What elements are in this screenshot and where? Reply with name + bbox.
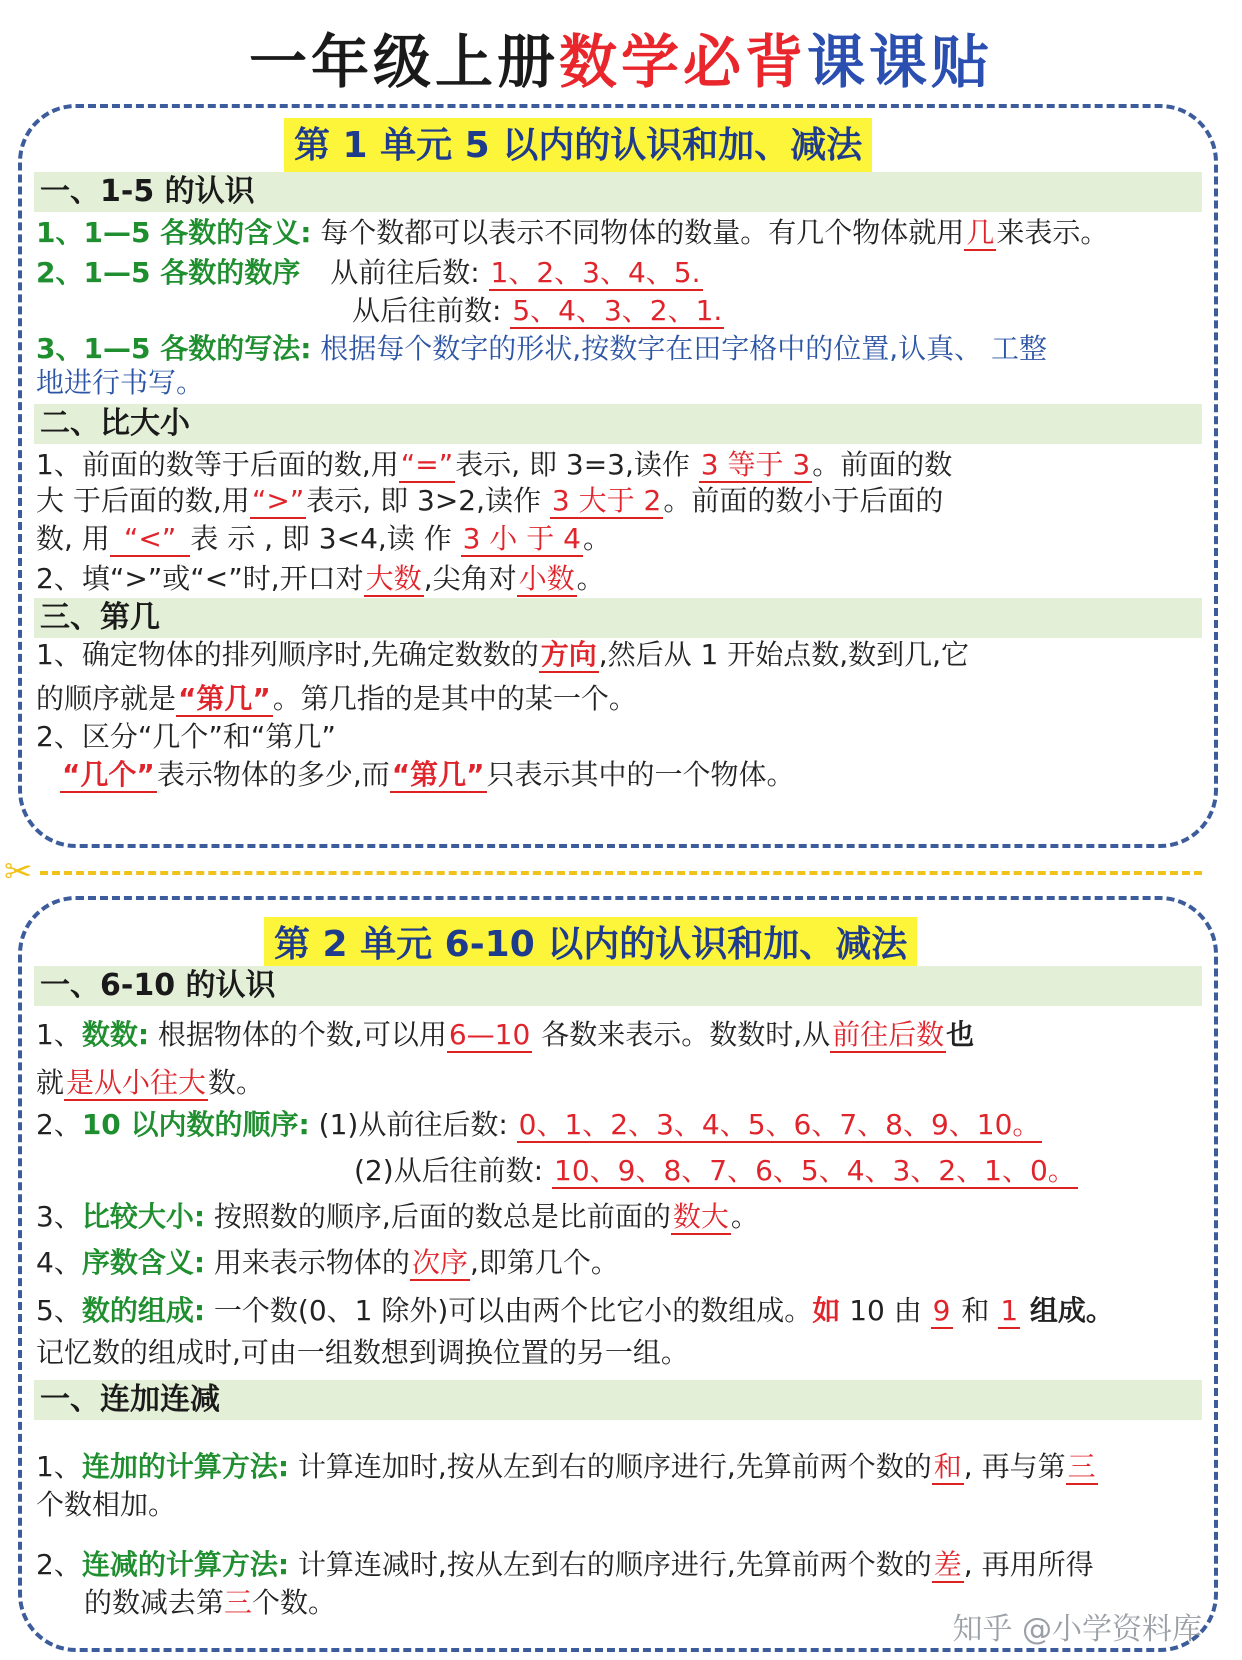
- answer: “第几”: [391, 758, 485, 791]
- text: 计算连加时,按从左到右的顺序进行,先算前两个数的: [289, 1450, 932, 1483]
- answer: 次序: [411, 1246, 468, 1279]
- text: 来表示。: [996, 216, 1109, 249]
- text: ,尖角对: [423, 562, 517, 595]
- text: 1、: [36, 1450, 82, 1483]
- item-label: 3、1—5 各数的写法:: [36, 332, 312, 365]
- answer: “第几”: [178, 682, 271, 715]
- text: (1)从前往后数:: [309, 1108, 517, 1141]
- text: ,然后从 1 开始点数,数到几,它: [598, 638, 970, 671]
- text: , 再与第: [963, 1450, 1066, 1483]
- section-heading: 三、第几: [34, 598, 1202, 638]
- text: 数, 用: [36, 522, 110, 555]
- text: 的顺序就是: [36, 682, 177, 715]
- title-part3: 课课贴: [807, 28, 994, 96]
- answer: 6—10: [448, 1018, 531, 1051]
- text: 从前往后数:: [330, 256, 489, 289]
- item-label: 序数含义:: [81, 1246, 206, 1279]
- text-line: [36, 1064, 264, 1102]
- item-label: 1、1—5 各数的含义:: [36, 216, 312, 249]
- text: 2、: [36, 1548, 82, 1581]
- watermark: 知乎 @小学资料库: [952, 1612, 1202, 1647]
- answer: 5、4、3、2、1.: [512, 294, 723, 327]
- text: 。: [576, 562, 605, 595]
- answer: 3 大于 2: [551, 484, 662, 517]
- text: 。前面的数: [812, 448, 953, 481]
- answer: 9: [932, 1294, 951, 1327]
- text-line: 2、区分“几个”和“第几”: [36, 720, 336, 753]
- answer: 数大: [672, 1200, 729, 1233]
- answer: 大数: [365, 562, 422, 595]
- answer: 几: [966, 216, 995, 249]
- text: , 再用所得: [963, 1548, 1094, 1581]
- text: 3、: [36, 1200, 82, 1233]
- text-line: [84, 1584, 336, 1622]
- text: 就: [36, 1066, 65, 1099]
- answer: “>”: [251, 484, 305, 517]
- text-line: [36, 1106, 1042, 1144]
- text: 一个数(0、1 除外)可以由两个比它小的数组成。: [205, 1294, 813, 1327]
- text: 用来表示物体的: [205, 1246, 410, 1279]
- text-line: [36, 1448, 1098, 1486]
- text: 个数。: [252, 1586, 337, 1619]
- text-line: [36, 520, 611, 558]
- item-label: 2、1—5 各数的数序: [36, 256, 301, 289]
- text: 1、: [36, 1018, 82, 1051]
- text-line: [36, 254, 703, 292]
- section-heading: 一、1-5 的认识: [34, 172, 1202, 212]
- text: (2)从后往前数:: [354, 1154, 552, 1187]
- text: 的数减去第: [84, 1586, 225, 1619]
- text: 大 于后面的数,用: [36, 484, 250, 517]
- answer: 前往后数: [832, 1018, 945, 1051]
- text: 组成。: [1020, 1294, 1114, 1327]
- section-heading: 二、比大小: [34, 404, 1202, 444]
- text-line: [36, 1016, 974, 1054]
- item-label: 比较大小:: [81, 1200, 206, 1233]
- answer: 3 等于 3: [700, 448, 811, 481]
- text: 2、: [36, 1108, 82, 1141]
- item-label: 连加的计算方法:: [81, 1450, 290, 1483]
- text: 。前面的数小于后面的: [663, 484, 944, 517]
- text: 和: [952, 1294, 999, 1327]
- text: 表 示 , 即 3<4,读 作: [190, 522, 461, 555]
- unit1-heading: 第 1 单元 5 以内的认识和加、减法: [284, 118, 872, 174]
- text-line: [36, 482, 943, 520]
- text-line: [352, 292, 724, 330]
- text: 5、: [36, 1294, 82, 1327]
- answer: 1、2、3、4、5.: [490, 256, 701, 289]
- text: 按照数的顺序,后面的数总是比前面的: [205, 1200, 671, 1233]
- item-label: 连减的计算方法:: [81, 1548, 290, 1581]
- text: 。: [582, 522, 611, 555]
- text: 表示, 即 3=3,读作: [455, 448, 699, 481]
- text: 每个数都可以表示不同物体的数量。有几个物体就用: [311, 216, 965, 249]
- answer: 三: [1067, 1450, 1096, 1483]
- item-label: 数数:: [81, 1018, 150, 1051]
- cut-line: [40, 871, 1202, 875]
- text: 计算连减时,按从左到右的顺序进行,先算前两个数的: [289, 1548, 932, 1581]
- unit2-heading: 第 2 单元 6-10 以内的认识和加、减法: [264, 917, 917, 973]
- text-line: [36, 1292, 1114, 1330]
- answer: 1: [1000, 1294, 1019, 1327]
- answer: 10、9、8、7、6、5、4、3、2、1、0。: [554, 1154, 1076, 1187]
- text-line: [36, 1546, 1094, 1584]
- text: 。: [730, 1200, 759, 1233]
- item-label: 10 以内数的顺序:: [81, 1108, 310, 1141]
- answer: 三: [224, 1586, 253, 1619]
- text: 。第几指的是其中的某一个。: [272, 682, 637, 715]
- answer: 和: [933, 1450, 962, 1483]
- text: 根据每个数字的形状,按数字在田字格中的位置,认真、 工整: [311, 332, 1048, 365]
- text-line: [36, 560, 605, 598]
- answer: 差: [933, 1548, 962, 1581]
- item-label: 数的组成:: [81, 1294, 206, 1327]
- text-line: [60, 756, 795, 794]
- text-line: [354, 1152, 1078, 1190]
- text-line: [36, 214, 1108, 252]
- text: 1、确定物体的排列顺序时,先确定数数的: [36, 638, 539, 671]
- title-part1: 一年级上册: [248, 28, 559, 96]
- answer: “几个”: [62, 758, 155, 791]
- text: 表示物体的多少,而: [156, 758, 390, 791]
- text-line: [36, 680, 637, 718]
- text: 数。: [208, 1066, 265, 1099]
- answer: 是从小往大: [66, 1066, 207, 1099]
- text-line: 个数相加。: [36, 1488, 177, 1521]
- text: 也: [946, 1018, 975, 1051]
- text: 根据物体的个数,可以用: [149, 1018, 447, 1051]
- text-line: [36, 1244, 619, 1282]
- text-line: [36, 330, 1047, 368]
- text: 10 由: [840, 1294, 931, 1327]
- text-line: [36, 636, 969, 674]
- title-part2: 数学必背: [558, 28, 807, 96]
- answer: 0、1、2、3、4、5、6、7、8、9、10。: [518, 1108, 1041, 1141]
- text-line: 记忆数的组成时,可由一组数想到调换位置的另一组。: [36, 1336, 689, 1369]
- text: 各数来表示。数数时,从: [532, 1018, 831, 1051]
- text-line: 地进行书写。: [36, 366, 205, 399]
- answer: “<”: [110, 522, 190, 557]
- answer: 3 小 于 4: [462, 522, 581, 555]
- answer: “=”: [400, 448, 454, 481]
- text: 1、前面的数等于后面的数,用: [36, 448, 399, 481]
- text: 4、: [36, 1246, 82, 1279]
- text: 从后往前数:: [352, 294, 511, 327]
- text: 2、填“>”或“<”时,开口对: [36, 562, 364, 595]
- answer: 小数: [518, 562, 575, 595]
- text: 只表示其中的一个物体。: [486, 758, 795, 791]
- text: 如: [812, 1294, 841, 1327]
- scissors-icon: ✂: [4, 852, 33, 892]
- text-line: [36, 1198, 759, 1236]
- section-heading: 一、连加连减: [34, 1380, 1202, 1420]
- text-line: [36, 446, 952, 484]
- page-title: [0, 22, 1242, 102]
- text: ,即第几个。: [469, 1246, 619, 1279]
- answer: 方向: [540, 638, 597, 671]
- text: 表示, 即 3>2,读作: [306, 484, 550, 517]
- section-heading: 一、6-10 的认识: [34, 966, 1202, 1006]
